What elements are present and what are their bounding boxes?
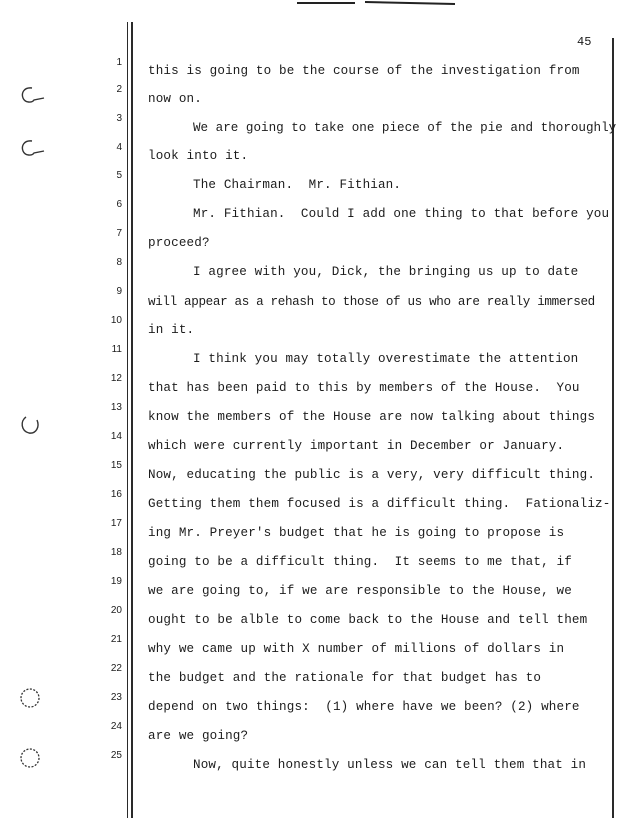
line-number: 20 xyxy=(110,605,122,616)
line-number: 5 xyxy=(116,170,122,181)
transcript-line: Getting them them focused is a difficult thing. Fationaliz- xyxy=(148,497,611,511)
line-number: 7 xyxy=(116,228,122,239)
transcript-line: We are going to take one piece of the pie and thoroughly xyxy=(193,121,617,135)
transcript-line: now on. xyxy=(148,92,202,106)
line-number: 19 xyxy=(110,576,122,587)
binder-hole-mark-icon xyxy=(18,413,42,437)
transcript-line: in it. xyxy=(148,323,195,337)
transcript-line: this is going to be the course of the investigation from xyxy=(148,64,580,78)
line-number: 11 xyxy=(111,344,122,355)
line-number: 13 xyxy=(110,402,122,413)
line-number: 2 xyxy=(116,84,122,95)
top-edge-scribble xyxy=(295,0,465,8)
transcript-line: that has been paid to this by members of the House. You xyxy=(148,381,580,395)
binder-hole-icon xyxy=(18,746,42,770)
transcript-line: The Chairman. Mr. Fithian. xyxy=(193,178,402,192)
line-number: 14 xyxy=(110,431,122,442)
line-number: 12 xyxy=(110,373,122,384)
line-number: 6 xyxy=(116,199,122,210)
transcript-line: Now, educating the public is a very, very difficult thing. xyxy=(148,468,596,482)
line-number: 15 xyxy=(110,460,122,471)
transcript-line: depend on two things: (1) where have we been? (2) where xyxy=(148,700,580,714)
transcript-line: I think you may totally overestimate the attention xyxy=(193,352,579,366)
transcript-line: I agree with you, Dick, the bringing us up to date xyxy=(193,265,579,279)
transcript-line: look into it. xyxy=(148,149,249,163)
line-number: 4 xyxy=(116,142,122,153)
page-number: 45 xyxy=(577,35,592,49)
line-number: 24 xyxy=(110,721,122,732)
transcript-line: ing Mr. Preyer's budget that he is going to propose is xyxy=(148,526,565,540)
transcript-line: proceed? xyxy=(148,236,210,250)
transcript-line: ought to be alble to come back to the House and tell them xyxy=(148,613,588,627)
transcript-line: which were currently important in December or January. xyxy=(148,439,565,453)
binder-hole-mark-icon xyxy=(18,85,48,107)
transcript-line: we are going to, if we are responsible to the House, we xyxy=(148,584,572,598)
line-number: 8 xyxy=(116,257,122,268)
line-number: 17 xyxy=(110,518,122,529)
line-number: 18 xyxy=(110,547,122,558)
transcript-line: why we came up with X number of millions of dollars in xyxy=(148,642,565,656)
line-number: 10 xyxy=(110,315,122,326)
transcript-line: will appear as a rehash to those of us who are really immersed xyxy=(148,295,595,309)
left-margin-rule xyxy=(127,22,128,818)
line-number: 25 xyxy=(110,750,122,761)
line-number: 3 xyxy=(116,113,122,124)
line-number: 23 xyxy=(110,692,122,703)
binder-hole-icon xyxy=(18,686,42,710)
line-number: 22 xyxy=(110,663,122,674)
line-number: 16 xyxy=(110,489,122,500)
transcript-line: Mr. Fithian. Could I add one thing to that before you xyxy=(193,207,610,221)
line-number: 21 xyxy=(110,634,122,645)
transcript-line: know the members of the House are now talking about things xyxy=(148,410,596,424)
right-margin-rule xyxy=(612,38,614,818)
transcript-line: going to be a difficult thing. It seems to me that, if xyxy=(148,555,572,569)
binder-hole-mark-icon xyxy=(18,138,48,160)
left-margin-rule-double xyxy=(131,22,133,818)
transcript-line: the budget and the rationale for that budget has to xyxy=(148,671,542,685)
line-number: 1 xyxy=(116,57,122,68)
transcript-line: are we going? xyxy=(148,729,249,743)
transcript-line: Now, quite honestly unless we can tell them that in xyxy=(193,758,587,772)
line-number: 9 xyxy=(116,286,122,297)
